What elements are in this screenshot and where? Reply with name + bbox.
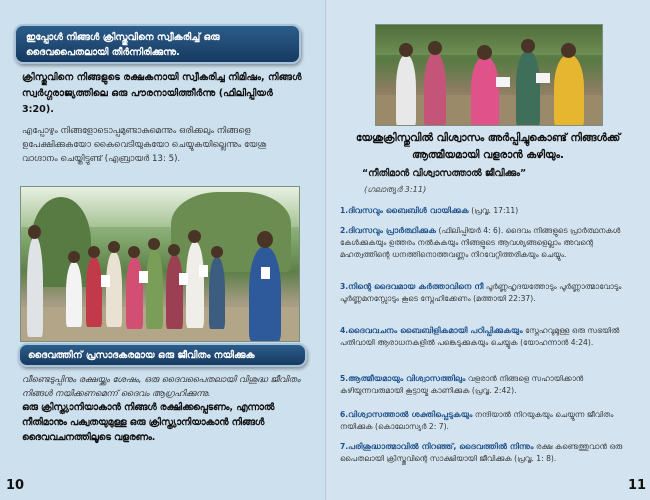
step-item: 5.ആത്മീയമായും വിശ്വാസത്തിലും വളരാൻ നിങ്ങളെ സഹായിക്കാൻ കഴിയുന്നവരുമായി കൂട്ടായ്മ കാണിക്കുക (പ്രവൃ. 2:42). [340, 373, 584, 395]
banner-holy-life: ദൈവത്തിന് പ്രസാദകരമായ ഒരു ജീവിതം നയിക്കുക [18, 343, 307, 367]
step-item: 1.ദിവസവും ബൈബിൾ വായിക്കുക (പ്രവൃ. 17:11) [340, 205, 519, 215]
right-page-heading: യേശുക്രിസ്തുവിൽ വിശ്വാസം അർപ്പിച്ചുകൊണ്ട് നിങ്ങൾക്ക് ആത്മീയമായി വളരാൻ കഴിയും. [355, 132, 621, 161]
photo-people-reading [375, 24, 603, 126]
step-item: 6.വിശ്വാസത്താൽ ശക്തിപ്പെടുകയും നന്ദിയാൽ നിറയുകയും ചെയ്യുന്ന ജീവിതം നയിക്കുക (കൊലോസ്യർ 2: 7). [340, 409, 614, 431]
verse-quote: “നീതിമാൻ വിശ്വാസത്താൽ ജീവിക്കും” [362, 168, 527, 179]
step-item: 4.ദൈവവചനം ബൈബിളികമായി പഠിപ്പിക്കുകയും സ്നേഹവുമുള്ള ഒരു സഭയിൽ പതിവായി ആരാധനകളിൽ പങ്കെടുക്കുകയും ചെയ്യുക (യോഹന്നാൻ 4:24). [340, 325, 620, 347]
page-number-left: 10 [6, 478, 25, 493]
intro-bold-text: ക്രിസ്തുവിനെ നിങ്ങളുടെ രക്ഷകനായി സ്വീകരിച്ച നിമിഷം, നിങ്ങൾ സ്വർഗ്ഗരാജ്യത്തിലെ ഒരു പൗരനായിത്തീർന്നു (ഫിലിപ്പിയർ 3:20). [22, 72, 302, 115]
step-item: 7.പരിശുദ്ധാത്മാവിൽ നിറഞ്ഞ്, ദൈവത്തിൽ നിന്നും രക്ഷ കണ്ടെത്തുവാൻ ഒരു പൈതലായി ക്രിസ്തുവിന്റെ സാക്ഷിയായി ജീവിക്കുക (പ്രവൃ. 1: 8). [340, 441, 623, 463]
page-number-right: 11 [628, 478, 647, 493]
step-item: 3.നിന്റെ ദൈവമായ കർത്താവിനെ നീ പൂർണ്ണഹൃദയത്തോടും പൂർണ്ണാത്മാവോടും പൂർണ്ണമനസ്സോടും കൂടെ സ്നേഹിക്കേണം (മത്തായി 22:37). [340, 281, 622, 303]
closing-bold-text: ഒരു ക്രിസ്ത്യാനിയാകാൻ നിങ്ങൾ രക്ഷിക്കപ്പെടണം, എന്നാൽ നീതിമാനും പക്വതയുമുള്ള ഒരു ക്രിസ്ത്യാനിയാകാൻ നിങ്ങൾ ദൈവവചനത്തിലൂടെ വളരണം. [22, 402, 275, 443]
step-item: 2.ദിവസവും പ്രാർത്ഥിക്കുക (ഫിലിപ്പിയർ 4: 6). ദൈവം നിങ്ങളുടെ പ്രാർത്ഥനകൾ കേൾക്കുകയും ഉത്തരം നൽകുകയും നിങ്ങളുടെ ആവശ്യങ്ങളെല്ലാം അവന്റെ മഹത്വത്തിന്റെ ധനത്തിനൊത്തവണ്ണം നിറവേറ്റിത്തരികയും ചെയ്യും. [340, 225, 621, 259]
photo-children-with-leaflets [20, 186, 300, 342]
verse-reference: (ഗലാത്യർ 3:11) [364, 184, 427, 194]
banner-now-child-of-god: ഇപ്പോൾ നിങ്ങൾ ക്രിസ്തുവിനെ സ്വീകരിച്ച് ഒരു ദൈവപൈതലായി തീർന്നിരിക്കുന്നു. [14, 24, 301, 64]
promise-text: എപ്പോഴും നിങ്ങളോടൊപ്പമുണ്ടാകുമെന്നും ഒരിക്കലും നിങ്ങളെ ഉപേക്ഷിക്കുകയോ കൈവെടിയുകയോ ചെയ്യുകയില്ലെന്നും യേശു വാഗ്ദാനം ചെയ്തിട്ടുണ്ട് (എബ്രായർ 13: 5). [22, 126, 267, 164]
holy-life-italic-text: വീണ്ടെടുപ്പിനും രക്ഷയ്ക്കും ശേഷം, ഒരു ദൈവപൈതലായി വിശുദ്ധ ജീവിതം നിങ്ങൾ നയിക്കണമെന്ന് ദൈവം ആഗ്രഹിക്കുന്നു. [22, 375, 301, 399]
